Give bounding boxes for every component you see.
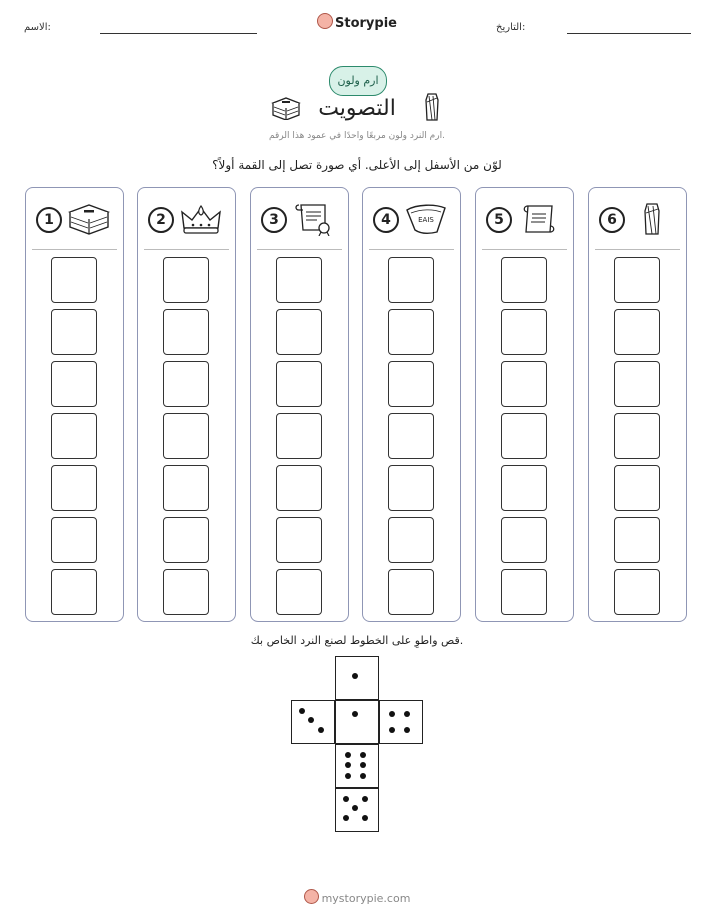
crown-icon bbox=[178, 202, 224, 236]
brand-logo bbox=[0, 13, 714, 31]
footer-url[interactable]: mystorypie.com bbox=[321, 892, 411, 905]
color-box[interactable] bbox=[276, 257, 322, 303]
toga-icon bbox=[629, 202, 675, 236]
activity-badge: ارم ولون bbox=[329, 66, 387, 96]
die-face-bottom bbox=[335, 788, 379, 832]
color-box[interactable] bbox=[276, 413, 322, 459]
name-label: الاسم: bbox=[24, 22, 51, 33]
ballot-box-icon bbox=[66, 202, 112, 236]
color-box[interactable] bbox=[501, 413, 547, 459]
die-face-top bbox=[335, 656, 379, 700]
color-box[interactable] bbox=[388, 361, 434, 407]
column-1 bbox=[25, 187, 124, 622]
title-toga-icon bbox=[422, 92, 442, 122]
color-box[interactable] bbox=[614, 465, 660, 511]
color-box[interactable] bbox=[614, 309, 660, 355]
color-box[interactable] bbox=[51, 413, 97, 459]
column-number: 6 bbox=[599, 207, 625, 233]
color-box[interactable] bbox=[163, 413, 209, 459]
color-box[interactable] bbox=[614, 257, 660, 303]
parchment-scroll-icon bbox=[516, 202, 562, 236]
color-box[interactable] bbox=[276, 465, 322, 511]
color-box[interactable] bbox=[163, 309, 209, 355]
color-box[interactable] bbox=[163, 361, 209, 407]
date-line[interactable] bbox=[567, 33, 691, 34]
column-4 bbox=[362, 187, 461, 622]
color-box[interactable] bbox=[501, 257, 547, 303]
color-box[interactable] bbox=[388, 465, 434, 511]
color-box[interactable] bbox=[51, 361, 97, 407]
ostracon-icon bbox=[403, 202, 449, 236]
storypie-logo-icon bbox=[317, 13, 333, 29]
color-box[interactable] bbox=[614, 361, 660, 407]
color-box[interactable] bbox=[51, 257, 97, 303]
brand-name: Storypie bbox=[335, 16, 397, 31]
die-face-right bbox=[379, 700, 423, 744]
color-box[interactable] bbox=[51, 309, 97, 355]
color-box[interactable] bbox=[163, 257, 209, 303]
color-box[interactable] bbox=[501, 309, 547, 355]
color-box[interactable] bbox=[51, 569, 97, 615]
color-box[interactable] bbox=[501, 569, 547, 615]
scroll-seal-icon bbox=[291, 202, 337, 236]
color-box[interactable] bbox=[276, 309, 322, 355]
cut-instructions: قص واطوِ على الخطوط لصنع النرد الخاص بك. bbox=[250, 634, 464, 647]
die-face-center bbox=[335, 700, 379, 744]
die-face-left bbox=[291, 700, 335, 744]
color-box[interactable] bbox=[614, 413, 660, 459]
die-face-lower bbox=[335, 744, 379, 788]
color-box[interactable] bbox=[163, 517, 209, 563]
column-2 bbox=[137, 187, 236, 622]
color-box[interactable] bbox=[388, 413, 434, 459]
column-number: 1 bbox=[36, 207, 62, 233]
column-5 bbox=[475, 187, 574, 622]
storypie-logo-icon bbox=[304, 889, 319, 904]
color-box[interactable] bbox=[388, 569, 434, 615]
color-box[interactable] bbox=[276, 361, 322, 407]
color-box[interactable] bbox=[51, 517, 97, 563]
name-line[interactable] bbox=[100, 33, 257, 34]
footer bbox=[0, 889, 714, 905]
date-label: التاريخ: bbox=[496, 22, 526, 33]
color-box[interactable] bbox=[388, 309, 434, 355]
color-box[interactable] bbox=[163, 569, 209, 615]
color-box[interactable] bbox=[501, 465, 547, 511]
column-number: 3 bbox=[261, 207, 287, 233]
color-box[interactable] bbox=[163, 465, 209, 511]
color-box[interactable] bbox=[51, 465, 97, 511]
color-box[interactable] bbox=[501, 361, 547, 407]
column-number: 4 bbox=[373, 207, 399, 233]
column-number: 2 bbox=[148, 207, 174, 233]
ostracon-text: EAIS bbox=[418, 216, 434, 224]
color-box[interactable] bbox=[276, 517, 322, 563]
color-box[interactable] bbox=[388, 257, 434, 303]
column-number: 5 bbox=[486, 207, 512, 233]
color-box[interactable] bbox=[614, 569, 660, 615]
column-6 bbox=[588, 187, 687, 622]
page-title: التصويت bbox=[318, 96, 396, 121]
color-box[interactable] bbox=[276, 569, 322, 615]
question: لوّن من الأسفل إلى الأعلى. أي صورة تصل إلى القمة أولاً؟ bbox=[212, 158, 502, 172]
color-box[interactable] bbox=[388, 517, 434, 563]
color-box[interactable] bbox=[501, 517, 547, 563]
column-3 bbox=[250, 187, 349, 622]
subtitle: ارم النرد ولون مربعًا واحدًا في عمود هذا الرقم. bbox=[269, 131, 445, 141]
color-box[interactable] bbox=[614, 517, 660, 563]
